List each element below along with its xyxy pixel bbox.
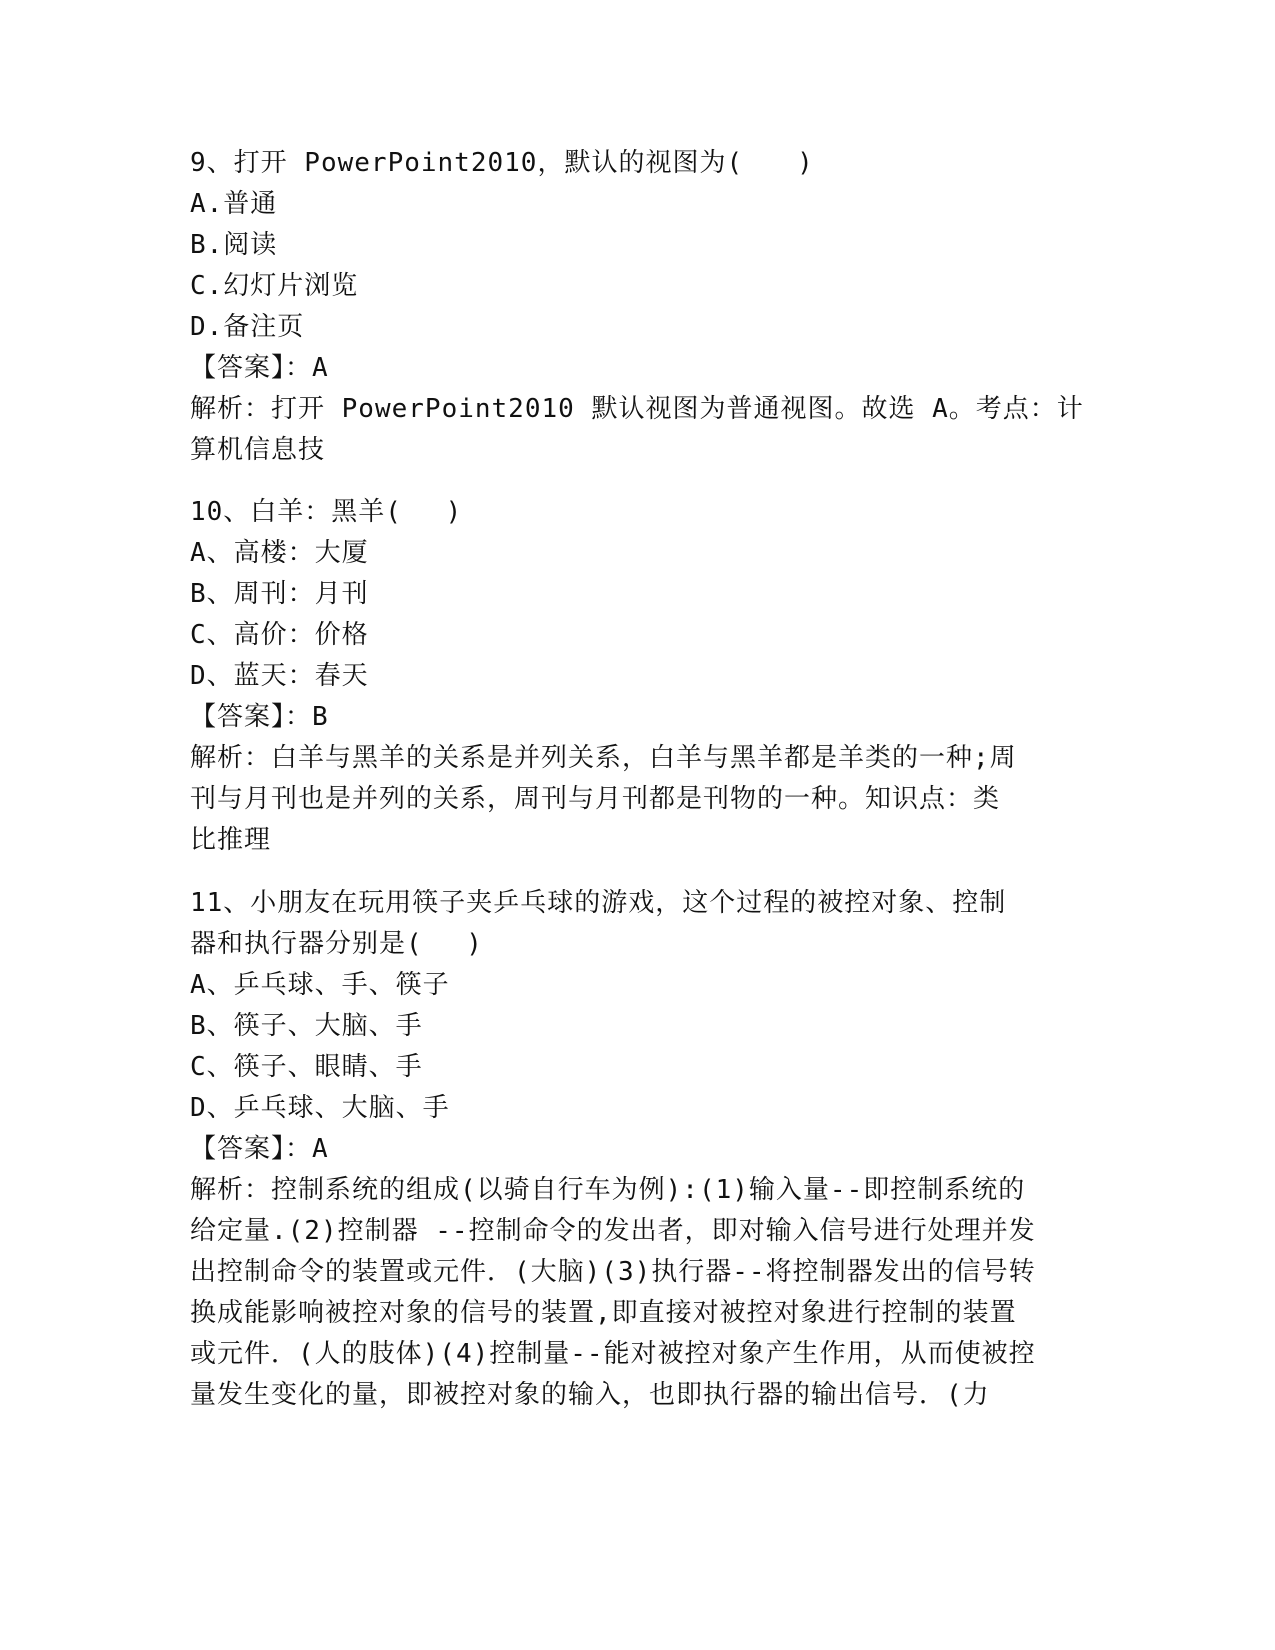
question-9-option-c: C.幻灯片浏览	[190, 271, 359, 301]
question-9-option-a: A.普通	[190, 189, 278, 219]
question-11-stem: 器和执行器分别是( )	[190, 929, 483, 959]
question-11-answer: 【答案】：A	[190, 1134, 329, 1164]
question-11-option-b: B、筷子、大脑、手	[190, 1011, 423, 1041]
question-9-analysis-line: 算机信息技	[190, 435, 326, 465]
question-11-option-a: A、乒乓球、手、筷子	[190, 970, 450, 1000]
question-10-analysis-line: 比推理	[190, 825, 272, 855]
question-10-analysis-line: 解析：白羊与黑羊的关系是并列关系，白羊与黑羊都是羊类的一种;周	[190, 743, 1017, 773]
question-9-answer: 【答案】：A	[190, 353, 329, 383]
question-10-analysis-line: 刊与月刊也是并列的关系，周刊与月刊都是刊物的一种。知识点：类	[190, 784, 1001, 814]
question-10-stem: 10、白羊：黑羊( )	[190, 497, 463, 527]
question-11-option-c: C、筷子、眼睛、手	[190, 1052, 423, 1082]
question-11-analysis-line: 解析：控制系统的组成(以骑自行车为例):(1)输入量--即控制系统的	[190, 1175, 1026, 1205]
question-10-option-b: B、周刊：月刊	[190, 579, 369, 609]
question-9-option-b: B.阅读	[190, 230, 278, 260]
question-11-option-d: D、乒乓球、大脑、手	[190, 1093, 450, 1123]
question-11-analysis-line: 或元件．(人的肢体)(4)控制量--能对被控对象产生作用，从而使被控	[190, 1339, 1036, 1369]
question-10-option-d: D、蓝天：春天	[190, 661, 369, 691]
question-11-analysis-line: 给定量.(2)控制器 --控制命令的发出者，即对输入信号进行处理并发	[190, 1216, 1036, 1246]
question-11-analysis-line: 量发生变化的量，即被控对象的输入，也即执行器的输出信号．(力	[190, 1380, 990, 1410]
question-11-analysis-line: 换成能影响被控对象的信号的装置,即直接对被控对象进行控制的装置	[190, 1298, 1017, 1328]
question-10-option-c: C、高价：价格	[190, 620, 369, 650]
question-11-analysis-line: 出控制命令的装置或元件．(大脑)(3)执行器--将控制器发出的信号转	[190, 1257, 1036, 1287]
question-10-option-a: A、高楼：大厦	[190, 538, 369, 568]
question-10-answer: 【答案】：B	[190, 702, 329, 732]
question-9-option-d: D.备注页	[190, 312, 305, 342]
question-11-stem: 11、小朋友在玩用筷子夹乒乓球的游戏，这个过程的被控对象、控制	[190, 888, 1007, 918]
question-9-analysis-line: 解析：打开 PowerPoint2010 默认视图为普通视图。故选 A。考点：计	[190, 394, 1084, 424]
question-9-stem: 9、打开 PowerPoint2010，默认的视图为( )	[190, 148, 814, 178]
